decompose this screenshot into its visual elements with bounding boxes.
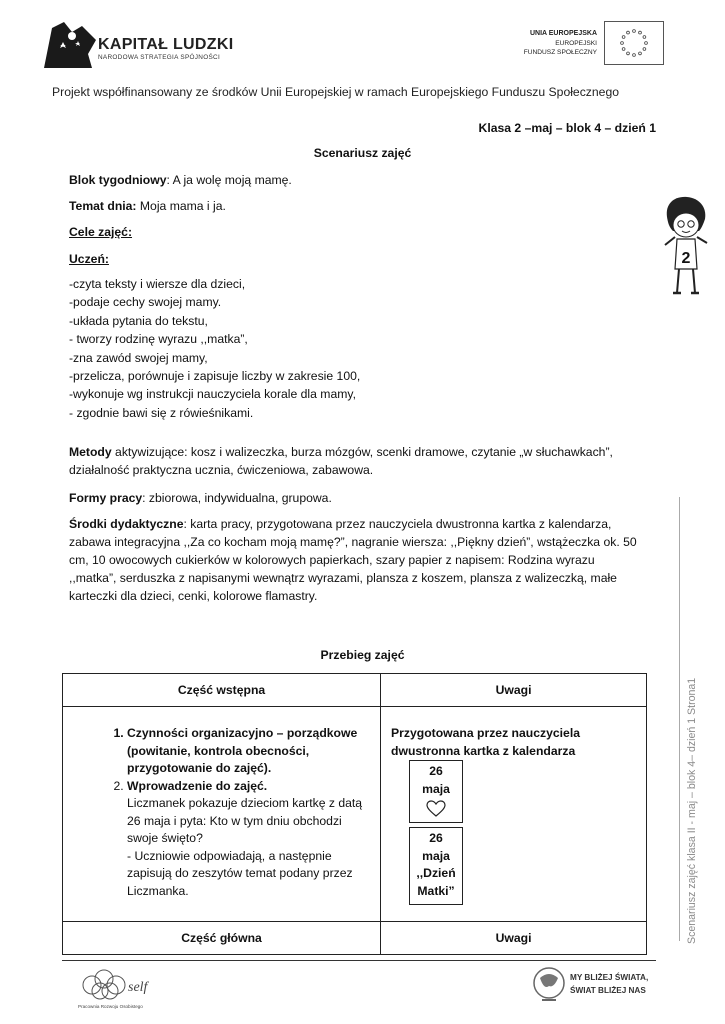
partner-line2: ŚWIAT BLIŻEJ NAS — [570, 986, 646, 995]
table-row — [63, 674, 647, 707]
forms-value: : zbiorowa, indywidualna, grupowa. — [142, 491, 332, 505]
table-row — [63, 922, 647, 955]
means-value: : karta pracy, przygotowana przez nauczyciela dwustronna kartka z kalendarza, zabawa integracyjna ,,Za co kocham moją mamę?”, nagranie wiersza: ,,Piękny dzień”, wstążeczka ok. 50 cm, 10 owocowych cukierków w kolorowych papierkach, szary papier z napisem: Rodzina wyrazu ,,matka”, serduszka z napisanymi wewnątrz wyrazami, plansza z koszem, plansza z walizeczką, małe karteczki dla dzieci, cenki, kolorowe flamastry. — [69, 517, 637, 603]
step-item: 1. Czynności organizacyjno – porządkowe (powitanie, kontrola obecności, przygotowanie do zajęć). — [127, 725, 372, 778]
intro-steps-cell — [63, 707, 381, 922]
side-margin-rule — [679, 497, 680, 941]
goal-item: -układa pytania do tekstu, — [69, 313, 208, 328]
means-paragraph — [69, 515, 644, 605]
goal-item: - zgodnie bawi się z rówieśnikami. — [69, 405, 254, 420]
partner-logo — [532, 966, 566, 1010]
goal-item: -przelicza, porównuje i zapisuje liczby w zakresie 100, — [69, 368, 361, 383]
project-cofinancing-line: Projekt współfinansowany ze środków Unii Europejskiej w ramach Europejskiego Funduszu Społecznego — [52, 85, 620, 99]
step-text: Liczmanek pokazuje dzieciom kartkę z datą 26 maja i pyta: Kto w tym dniu obchodzi swoje święto? — [127, 796, 363, 845]
card-month: maja — [422, 781, 450, 796]
ue-label: UNIA EUROPEJSKA — [529, 30, 597, 37]
table-row — [63, 707, 647, 922]
card-day: 26 — [429, 764, 443, 778]
step-text: - Uczniowie odpowiadają, a następnie zapisują do zeszytów temat podany przez Liczmanka. — [127, 848, 353, 898]
topic-value: Moja mama i ja. — [136, 199, 226, 213]
methods-value: aktywizujące: kosz i walizeczka, burza mózgów, scenki dramowe, czytanie „w słuchawkach”, działalność praktyczna ucznia, ćwiczeniowa, zabawowa. — [69, 445, 613, 477]
calendar-card-front — [409, 760, 463, 823]
course-heading: Przebieg zajęć — [320, 648, 405, 662]
weekly-block-label: Blok tygodniowy — [69, 173, 167, 187]
means-label: Środki dydaktyczne — [69, 517, 184, 531]
document-title: Scenariusz zajęć — [313, 146, 412, 160]
main-part-header: Część główna — [63, 922, 381, 955]
weekly-block — [69, 171, 292, 189]
footer-rule — [62, 960, 656, 961]
lesson-plan-table — [62, 673, 647, 955]
intro-part-header: Część wstępna — [63, 674, 381, 707]
forms-label: Formy pracy — [69, 491, 143, 505]
goals-list — [69, 275, 629, 422]
partner-line1: MY BLIŻEJ ŚWIATA, — [570, 973, 649, 982]
calendar-card-back — [409, 827, 463, 905]
card-month: maja — [422, 848, 450, 863]
goal-item: -podaje cechy swojej mamy. — [69, 295, 222, 310]
goal-item: - tworzy rodzinę wyrazu ,,matka”, — [69, 332, 248, 347]
card-holiday-name: ,,Dzień Matki” — [416, 866, 456, 898]
heart-icon — [426, 800, 446, 818]
topic-label: Temat dnia: — [69, 199, 137, 213]
forms-paragraph — [69, 489, 644, 507]
brand-subtitle: NARODOWA STRATEGIA SPÓJNOŚCI — [98, 54, 221, 61]
kapital-ludzki-logo — [42, 18, 104, 70]
goals-heading: Cele zajęć: — [69, 225, 133, 239]
eu-flag-icon — [604, 21, 664, 65]
step-title: 2. Wprowadzenie do zajęć. — [127, 778, 268, 793]
notes-header: Uwagi — [381, 922, 647, 955]
brand-title: KAPITAŁ LUDZKI — [98, 36, 234, 53]
weekly-block-value: : A ja wolę moją mamę. — [166, 173, 292, 187]
mascot-badge: 2 — [681, 250, 691, 267]
class-line: Klasa 2 –maj – blok 4 – dzień 1 — [478, 121, 656, 135]
steps-list — [91, 725, 372, 900]
self-caption: Pracownia Rozwoju Osobistego — [78, 1004, 143, 1009]
notes-header: Uwagi — [381, 674, 647, 707]
topic — [69, 197, 226, 215]
methods-label: Metody — [69, 445, 112, 459]
svg-text:self: self — [128, 980, 148, 995]
student-heading: Uczeń: — [69, 252, 109, 266]
step-item — [127, 778, 372, 901]
methods-paragraph — [69, 443, 644, 479]
card-day: 26 — [429, 831, 443, 845]
mascot-figure — [661, 195, 711, 299]
goal-item: -czyta teksty i wiersze dla dzieci, — [69, 277, 246, 291]
side-margin-text: Scenariusz zajęć klasa II - maj – blok 4– dzień 1 Strona1 — [686, 677, 698, 944]
notes-cell — [381, 707, 647, 922]
ue-fund-line2: FUNDUSZ SPOŁECZNY — [523, 49, 597, 56]
goal-item: -wykonuje wg instrukcji nauczyciela korale dla mamy, — [69, 387, 356, 402]
notes-title: Przygotowana przez nauczyciela dwustronna kartka z kalendarza — [391, 726, 580, 758]
goal-item: -zna zawód swojej mamy, — [69, 350, 208, 365]
ue-fund-line1: EUROPEJSKI — [555, 40, 597, 47]
